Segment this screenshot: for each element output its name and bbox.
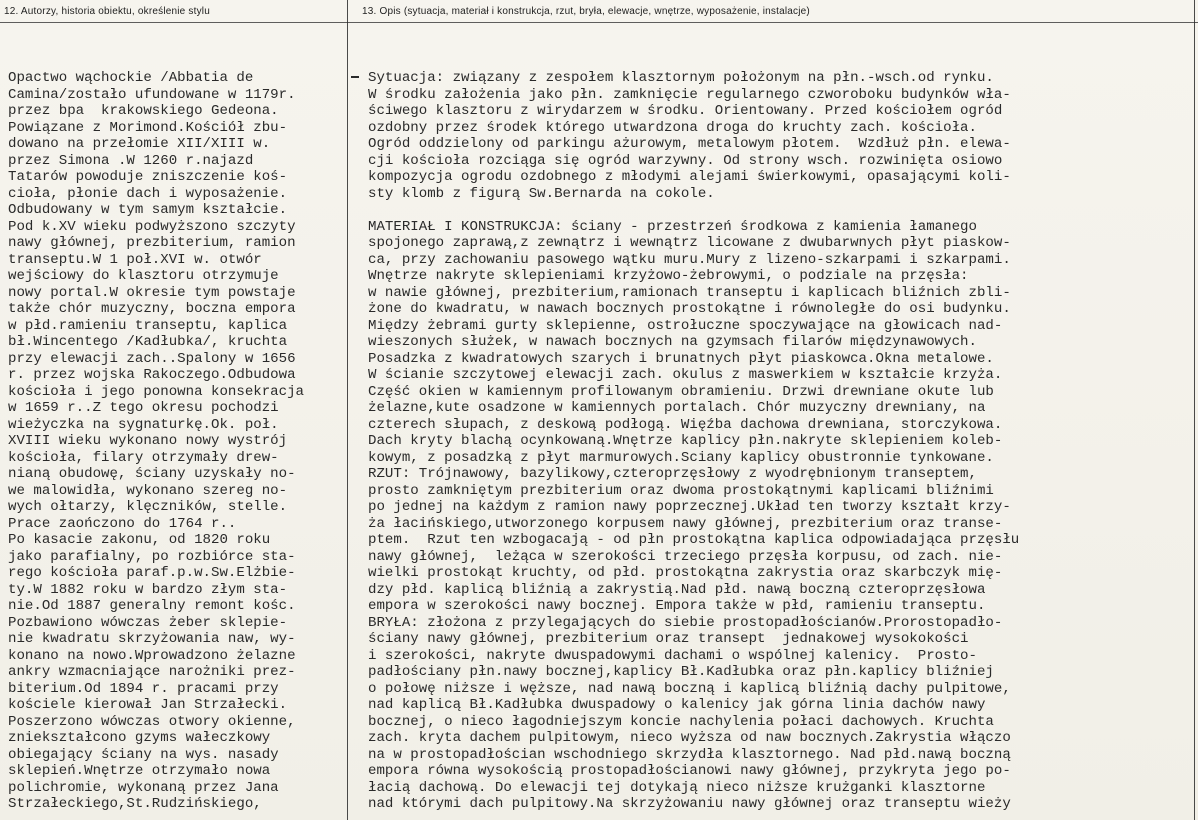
- description-text-line: nad kaplicą Bł.Kadłubka dwuspadowy o kalenicy jak górna linia dachów nawy: [368, 697, 986, 713]
- history-text-line: Poszerzono wówczas otwory okienne,: [8, 713, 296, 730]
- description-text-line: kowym, z posadzką z płyt marmurowych.Sciany kaplicy obustronnie tynkowane.: [368, 449, 994, 466]
- history-text-line: Pod k.XV wieku podwyższono szczyty: [8, 218, 296, 235]
- description-text-line: ża łacińskiego,utworzonego korpusem nawy głównej, prezbiterium oraz transe-: [368, 515, 1003, 532]
- description-text-line: ptem. Rzut ten wzbogacają - od płn prostokątna kaplica odpowiadająca przęsłu: [368, 532, 1020, 548]
- history-text-line: kościoła, filary otrzymały drew-: [8, 449, 279, 466]
- history-text-line: rego kościoła paraf.p.w.Sw.Elżbie-: [8, 565, 296, 581]
- description-text-line: ca, przy zachowaniu pasowego wątku muru.Mury z lizeno-szkarpami i szkarpami.: [368, 251, 1011, 268]
- history-text-line: Camina/zostało ufundowane w 1179r.: [8, 86, 296, 103]
- history-text-line: cioła, płonie dach i wyposażenie.: [8, 185, 288, 202]
- history-text-line: kościele kierował Jan Strzałecki.: [8, 697, 288, 713]
- history-text-line: bł.Wincentego /Kadłubka/, kruchta: [8, 334, 288, 350]
- description-text-line: Posadzka z kwadratowych szarych i brunatnych płyt piaskowca.Okna metalowe.: [368, 350, 994, 367]
- history-text-line: Po kasacie zakonu, od 1820 roku: [8, 532, 271, 548]
- description-text-line: łacią dachową. Do elewacji tej dotykają nieco niższe krużganki klasztorne: [368, 779, 986, 796]
- history-text-line: obiegający ściany na wys. nasady: [8, 746, 279, 763]
- header-rule: [0, 22, 1198, 23]
- history-text-line: konano na nowo.Wprowadzono żelazne: [8, 647, 296, 664]
- history-text-line: przez Simona .W 1260 r.najazd: [8, 152, 254, 169]
- history-text-line: także chór muzyczny, boczna empora: [8, 301, 296, 317]
- description-text-line: Między żebrami gurty sklepienne, ostrołuczne spoczywające na głowicach nad-: [368, 317, 1003, 334]
- history-text-line: Powiązane z Morimond.Kościół zbu-: [8, 119, 288, 136]
- description-text-line: ściany nawy głównej, prezbiterium oraz transept jednakowej wysokokości: [368, 631, 969, 647]
- description-text-line: bocznej, o nieco łagodniejszym koncie nachylenia połaci dachowych. Kruchta: [368, 713, 994, 730]
- description-text-line: wielki prostokąt kruchty, od płd. prostokątna zakrystia oraz skarbczyk mię-: [368, 565, 1003, 581]
- description-text-line: nawy głównej, leżąca w szerokości trzeciego przęsła korpusu, od zach. nie-: [368, 548, 1003, 565]
- description-text-line: żelazne,kute osadzone w kamiennych portalach. Chór muzyczny drewniany, na: [368, 400, 986, 416]
- description-text-line: W ścianie szczytowej elewacji zach. okulus z maswerkiem w kształcie krzyża.: [368, 367, 1003, 383]
- history-text-line: r. przez wojska Rakoczego.Odbudowa: [8, 367, 296, 383]
- history-text-line: Prace zaończono do 1764 r..: [8, 515, 237, 532]
- description-text-line: prosto zamkniętym prezbiterium oraz dwoma prostokątnymi kaplicami bliźnimi: [368, 482, 994, 499]
- history-text-line: Strzałeckiego,St.Rudzińskiego,: [8, 796, 262, 812]
- description-text-line: Sytuacja: związany z zespołem klasztornym położonym na płn.-wsch.od rynku.: [368, 70, 994, 86]
- history-text-line: przez bpa krakowskiego Gedeona.: [8, 103, 279, 119]
- description-text-line: Część okien w kamiennym profilowanym obramieniu. Drzwi drewniane okute lub: [368, 383, 994, 400]
- history-text-line: dowano na przełomie XII/XIII w.: [8, 136, 271, 152]
- history-text-line: przy elewacji zach..Spalony w 1656: [8, 350, 296, 367]
- history-text-line: ty.W 1882 roku w bardzo złym sta-: [8, 581, 288, 598]
- history-text-line: nowy portal.W okresie tym powstaje: [8, 284, 296, 301]
- description-text-line: Dach kryty blachą ocynkowaną.Wnętrze kaplicy płn.nakryte sklepieniem koleb-: [368, 433, 1003, 449]
- description-text-column: [368, 70, 1188, 813]
- history-text-line: XVIII wieku wykonano nowy wystrój: [8, 433, 288, 449]
- description-text-line: ozdobny przez środek którego utwardzona droga do kruchty zach. kościoła.: [368, 119, 977, 136]
- description-text-line: MATERIAŁ I KONSTRUKCJA: ściany - przestrzeń środkowa z kamienia łamanego: [368, 218, 977, 235]
- description-text-line: i szerokości, nakryte dwuspadowymi dachami o wspólnej kalenicy. Prosto-: [368, 647, 977, 664]
- description-text-line: kompozycja ogrodu ozdobnego z młodymi alejami świerkowymi, opasającymi koli-: [368, 169, 1011, 185]
- history-text-line: biterium.Od 1894 r. pracami przy: [8, 680, 279, 697]
- description-text-line: wieszonych służek, w nawach bocznych na gzymsach filarów międzynawowych.: [368, 334, 977, 350]
- history-text-line: Pozbawiono wówczas żeber sklepie-: [8, 614, 288, 631]
- history-text-line: nie kwadratu skrzyżowania naw, wy-: [8, 631, 296, 647]
- history-text-line: we malowidła, wykonano szereg no-: [8, 482, 288, 499]
- description-text-line: W środku założenia jako płn. zamknięcie regularnego czworoboku budynków wła-: [368, 86, 1011, 103]
- right-section-header: 13. Opis (sytuacja, materiał i konstrukcja, rzut, bryła, elewacje, wnętrze, wyposażenie, instalacje): [362, 6, 810, 17]
- left-section-header: 12. Autorzy, historia obiektu, określenie stylu: [4, 6, 210, 17]
- description-text-line: nad którymi dach pulpitowy.Na skrzyżowaniu nawy głównej oraz transeptu wieży: [368, 796, 1011, 812]
- description-text-line: po jednej na każdym z ramion nawy poprzecznej.Układ ten tworzy kształt krzy-: [368, 499, 1011, 515]
- description-text-line: ściwego klasztoru z wirydarzem w środku. Orientowany. Przed kościołem ogród: [368, 103, 1003, 119]
- history-text-line: nawy głównej, prezbiterium, ramion: [8, 235, 296, 251]
- history-text-line: Opactwo wąchockie /Abbatia de: [8, 70, 254, 86]
- history-text-column: [8, 70, 353, 813]
- description-text-line: RZUT: Trójnawowy, bazylikowy,czteroprzęsłowy z wyodrębnionym transeptem,: [368, 466, 977, 482]
- description-text-line: dzy płd. kaplicą bliźnią a zakrystią.Nad płd. nawą boczną czteroprzęsłowa: [368, 581, 986, 598]
- history-text-line: sklepień.Wnętrze otrzymało nowa: [8, 763, 271, 779]
- history-text-line: wieżyczka na sygnaturkę.Ok. poł.: [8, 416, 279, 433]
- history-text-line: wych ołtarzy, klęczników, stelle.: [8, 499, 288, 515]
- description-text-line: cji kościoła rozciąga się ogród warzywny. Od strony wsch. rozwinięta osiowo: [368, 152, 1003, 169]
- description-text-line: empora w szerokości nawy bocznej. Empora także w płd, ramieniu transeptu.: [368, 598, 986, 614]
- history-text-line: nie.Od 1887 generalny remont kośc.: [8, 598, 296, 614]
- description-text-line: empora równa wysokością prostopadłościanowi nawy głównej, przykryta jego po-: [368, 763, 1011, 779]
- description-text-line: w nawie głównej, prezbiterium,ramionach transeptu i kaplicach bliźnich zbli-: [368, 284, 1011, 301]
- history-text-line: Tatarów powoduje zniszczenie koś-: [8, 169, 288, 185]
- description-text-line: o połowę niższe i węższe, nad nawą boczną i kaplicą bliźnią dachy pulpitowe,: [368, 680, 1011, 697]
- description-text-line: BRYŁA: złożona z przylegających do siebie prostopadłościanów.Prorostopadło-: [368, 614, 1003, 631]
- history-text-line: wejściowy do klasztoru otrzymuje: [8, 268, 279, 284]
- history-text-line: nianą obudowę, ściany uzyskały no-: [8, 466, 296, 482]
- description-text-line: [368, 202, 1188, 219]
- description-text-line: żone do kwadratu, w nawach bocznych prostokątne i równoległe do osi budynku.: [368, 301, 1011, 317]
- description-text-line: Wnętrze nakryte sklepieniami krzyżowo-żebrowymi, o podziale na przęsła:: [368, 268, 969, 284]
- history-text-line: ankry wzmacniające narożniki prez-: [8, 664, 296, 680]
- description-text-line: Ogród oddzielony od parkingu ażurowym, metalowym płotem. Wzdłuż płn. elewa-: [368, 136, 1011, 152]
- description-text-line: padłościany płn.nawy bocznej,kaplicy Bł.Kadłubka oraz płn.kaplicy bliźniej: [368, 664, 994, 680]
- history-text-line: kościoła i jego ponowna konsekracja: [8, 383, 305, 400]
- description-text-line: sty klomb z figurą Sw.Bernarda na cokole.: [368, 185, 715, 202]
- history-text-line: w 1659 r..Z tego okresu pochodzi: [8, 400, 279, 416]
- description-text-line: czterech słupach, z deskową podłogą. Więźba dachowa drewniana, storczykowa.: [368, 416, 1003, 433]
- history-text-line: Odbudowany w tym samym kształcie.: [8, 202, 288, 218]
- history-text-line: w płd.ramieniu transeptu, kaplica: [8, 317, 288, 334]
- history-text-line: jako parafialny, po rozbiórce sta-: [8, 548, 296, 565]
- description-text-line: zach. kryta dachem pulpitowym, nieco wyższa od naw bocznych.Zakrystia włączo: [368, 730, 1011, 746]
- history-text-line: transeptu.W 1 poł.XVI w. otwór: [8, 251, 262, 268]
- history-text-line: zniekształcono gzyms wałeczkowy: [8, 730, 271, 746]
- description-text-line: spojonego zaprawą,z zewnątrz i wewnątrz licowane z dwubarwnych płyt piaskow-: [368, 235, 1011, 251]
- right-border: [1194, 0, 1195, 820]
- history-text-line: polichromie, wykonaną przez Jana: [8, 779, 279, 796]
- description-text-line: na w prostopadłościan wschodniego skrzydła klasztornego. Nad płd.nawą boczną: [368, 746, 1011, 763]
